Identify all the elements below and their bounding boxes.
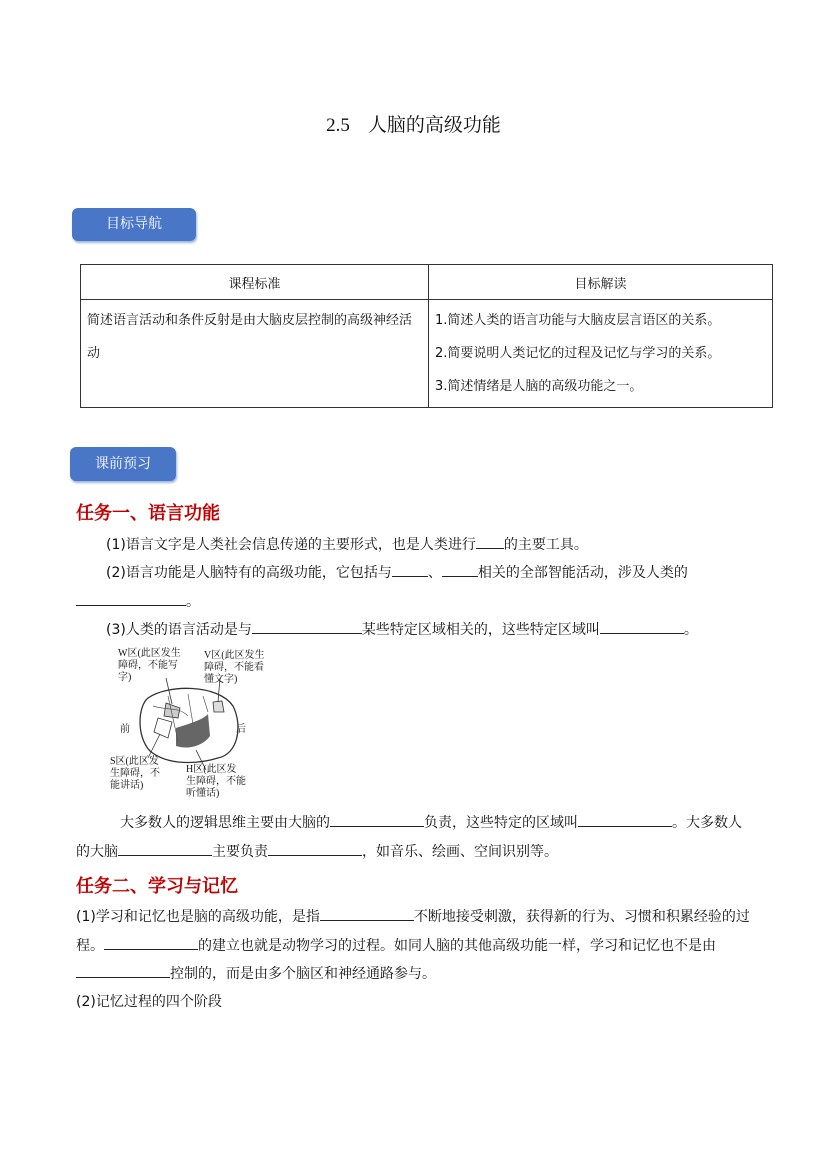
fill-blank[interactable] [320, 905, 414, 921]
section-number: 2.5 [326, 115, 350, 136]
header-goals: 目标解读 [429, 265, 773, 300]
page-title [0, 110, 827, 137]
text: 。大多数人的大脑 [76, 815, 742, 860]
task1-p3 [76, 616, 754, 645]
goal-item: 2.简要说明人类记忆的过程及记忆与学习的关系。 [435, 346, 721, 361]
text: (2)语言功能是人脑特有的高级功能，它包括与 [106, 565, 392, 581]
text: 主要负责 [212, 843, 268, 860]
text: (3)人类的语言活动是与 [106, 622, 252, 638]
text: (1)语言文字是人类社会信息传递的主要形式，也是人类进行 [106, 537, 476, 553]
fill-blank[interactable] [118, 840, 212, 856]
fill-blank[interactable] [76, 962, 170, 978]
task1-p2 [76, 559, 754, 616]
fill-blank[interactable] [392, 561, 428, 577]
fill-blank[interactable] [600, 618, 684, 634]
task1-p4 [76, 809, 754, 866]
text: (1)学习和记忆也是脑的高级功能，是指 [76, 909, 320, 925]
text: ，如音乐、绘画、空间识别等。 [362, 843, 558, 860]
fill-blank[interactable] [578, 811, 672, 827]
text: 、 [427, 565, 442, 581]
text: 。 [186, 593, 200, 610]
goal-item: 1.简述人类的语言功能与大脑皮层言语区的关系。 [435, 313, 721, 328]
text: 相关的全部智能活动，涉及人类的 [477, 565, 688, 581]
fill-blank[interactable] [268, 840, 362, 856]
back-label: 后 [236, 724, 246, 735]
goals-cell [429, 300, 773, 408]
goal-item: 3.简述情绪是人脑的高级功能之一。 [435, 379, 643, 394]
h-area-label: H区(此区发生障碍，不能听懂话) [186, 764, 246, 799]
v-area-label: V区(此区发生障碍，不能看懂文字) [204, 650, 265, 685]
text: 控制的，而是由多个脑区和神经通路参与。 [170, 966, 436, 982]
brain-language-areas-figure [108, 646, 273, 804]
preview-badge: 课前预习 [70, 447, 176, 481]
task2-heading: 任务二、学习与记忆 [76, 876, 238, 897]
text: 某些特定区域相关的，这些特定区域叫 [361, 622, 600, 638]
task2-p1 [76, 903, 754, 989]
text: 大多数人的逻辑思维主要由大脑的 [120, 815, 330, 831]
w-area-label: W区(此区发生障碍，不能写字) [118, 648, 181, 683]
text: 的建立也就是动物学习的过程。如同人脑的其他高级功能一样，学习和记忆也不是由 [198, 937, 716, 954]
standard-cell: 简述语言活动和条件反射是由大脑皮层控制的高级神经活动 [81, 300, 429, 408]
fill-blank[interactable] [252, 618, 362, 634]
fill-blank[interactable] [104, 934, 198, 950]
fill-blank[interactable] [442, 561, 478, 577]
fill-blank[interactable] [330, 811, 424, 827]
front-label: 前 [120, 724, 130, 735]
title-text: 人脑的高级功能 [367, 114, 501, 136]
goals-table [80, 264, 773, 408]
task1-p1 [76, 531, 754, 560]
text: 。 [683, 622, 698, 638]
text: 负责，这些特定的区域叫 [424, 815, 578, 831]
fill-blank[interactable] [476, 533, 504, 549]
text: 的主要工具。 [503, 537, 588, 553]
fill-blank[interactable] [76, 590, 186, 606]
goal-navigation-badge: 目标导航 [72, 208, 196, 241]
text: 不断地接受刺激，获得新的行为、习惯和积累经验的过程。 [76, 909, 750, 954]
s-area-label: S区(此区发生障碍，不能讲话) [110, 756, 160, 791]
header-standard: 课程标准 [81, 265, 429, 300]
task1-heading: 任务一、语言功能 [76, 503, 220, 524]
task2-p2: (2)记忆过程的四个阶段 [76, 994, 222, 1010]
